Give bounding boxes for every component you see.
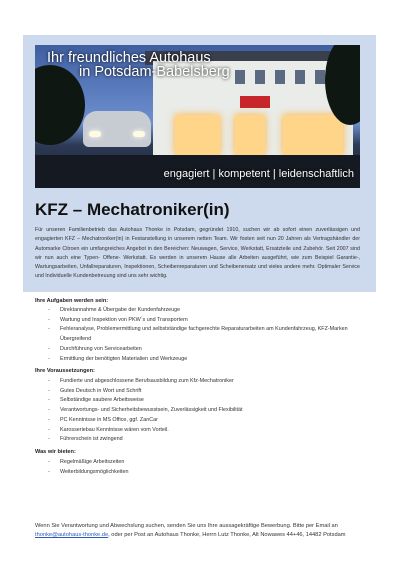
list-item: [35, 387, 360, 397]
tree-silhouette: [35, 65, 85, 145]
job-title: KFZ – Mechatroniker(in): [35, 200, 230, 219]
car: [83, 111, 151, 147]
lit-shop-window: [175, 115, 220, 155]
building-window: [275, 70, 285, 84]
list-item: [35, 355, 360, 365]
bullet: -: [48, 426, 50, 433]
building-window: [235, 70, 245, 84]
list-item-text: Wartung und Inspektion von PKW´s und Transportern: [60, 316, 188, 323]
bullet: -: [48, 326, 50, 333]
building-window: [295, 70, 305, 84]
list-item: [35, 435, 360, 445]
closing-text: Wenn Sie Verantwortung und Abwechslung suchen, senden Sie uns Ihre aussagekräftige Bewerbung. Bitte per Email an: [35, 523, 338, 529]
tasks-heading: Ihre Aufgaben werden sein:: [35, 298, 109, 304]
list-item-text: Fehleranalyse, Problemermittlung und selbstständige fachgerechte Reparaturarbeiten am Kundenfahrzeug, KFZ-Marken Übergreifend: [60, 326, 348, 343]
list-item-text: Karosseriebau Kenntnisse wären vom Vorteil.: [60, 426, 169, 433]
bullet: -: [48, 316, 50, 323]
list-item: [35, 396, 360, 406]
bullet: -: [48, 407, 50, 414]
tasks-list: [35, 306, 360, 364]
citroen-sign: [240, 96, 270, 108]
hero-title-line1: Ihr freundliches Autohaus: [47, 50, 211, 66]
hero-image: [35, 45, 360, 188]
list-item: [35, 458, 360, 468]
list-item-text: Direktannahme & Übergabe der Kundenfahrzeuge: [60, 307, 181, 313]
bullet: -: [48, 436, 50, 443]
list-item: [35, 377, 360, 387]
bullet: -: [48, 378, 50, 384]
building-window: [315, 70, 325, 84]
bullet: -: [48, 307, 50, 313]
list-item: [35, 468, 360, 478]
bullet: -: [48, 387, 50, 394]
lit-shop-window: [283, 115, 343, 155]
offer-list: [35, 458, 360, 477]
list-item-text: Gutes Deutsch in Wort und Schrift: [60, 387, 142, 394]
list-item-text: Durchführung von Servicearbeiten: [60, 345, 142, 352]
requirements-list: [35, 377, 360, 445]
list-item-text: Weiterbildungsmöglichkeiten: [60, 468, 129, 475]
list-item-text: Selbständige saubere Arbeitsweise: [60, 397, 144, 404]
headlight: [133, 131, 145, 137]
list-item-text: Verantwortungs- und Sicherheitsbewusstsein, Zuverlässigkeit und Flexibilität: [60, 407, 243, 414]
building-window: [255, 70, 265, 84]
list-item: [35, 325, 360, 344]
list-item-text: Regelmäßige Arbeitszeiten: [60, 459, 125, 465]
bullet: -: [48, 345, 50, 352]
requirements-heading: Ihre Voraussetzungen:: [35, 368, 95, 374]
list-item: [35, 416, 360, 426]
bullet: -: [48, 397, 50, 404]
list-item-text: PC Kenntnisse in MS Office, ggf. ZanCar: [60, 416, 158, 423]
bullet: -: [48, 459, 50, 465]
hero-tagline: engagiert | kompetent | leidenschaftlich: [163, 168, 354, 180]
list-item: [35, 345, 360, 355]
list-item-text: Fundierte und abgeschlossene Berufsausbildung zum Kfz-Mechatroniker: [60, 378, 234, 384]
offer-heading: Was wir bieten:: [35, 449, 76, 455]
list-item: [35, 406, 360, 416]
bullet: -: [48, 355, 50, 362]
hero-title-line2: in Potsdam-Babelsberg: [79, 64, 230, 80]
list-item-text: Ermittlung der benötigten Materialien und Werkzeuge: [60, 355, 188, 362]
list-item: [35, 316, 360, 326]
list-item: [35, 426, 360, 436]
bullet: -: [48, 468, 50, 475]
closing-paragraph: [35, 522, 363, 541]
closing-address: , oder per Post an Autohaus Thonke, Herrn Lutz Thonke, Alt Nowawes 44+46, 14482 Potsdam: [108, 532, 346, 539]
email-link[interactable]: thonke@autohaus-thonke.de: [35, 532, 109, 539]
list-item: [35, 306, 360, 316]
intro-paragraph: Für unseren Familienbetrieb das Autohaus Thonke in Potsdam, gegründet 1910, suchen wir ab sofort einen zuverlässigen und engagierten KFZ – Mechatroniker(in) in Festanstellung in unserem netten Team. Wir fosten seit nun 20 Jahren als Vertragshändler der Automarke Citroen ein umfangreiches Angebot in den Bereichen: Neuwagen, Service, Werkstatt, Ersatzteile und Zubehör. Seit 2007 sind wir nun auch eine Typen- Offene- Werkstatt. Es werden in unserem Hause alle Arbeiten ausgeführt, wie zum Beispiel Garantie-, Wartungsarbeiten, Unfallreparaturen, Inspektionen, Scheibenreparaturen und Scheibenersatz und vieles andere mehr. Optimaler Service und Individuelle Kundenbetreuung sind uns sehr wichtig.: [35, 227, 360, 280]
lit-shop-window: [235, 115, 265, 155]
bullet: -: [48, 416, 50, 423]
list-item-text: Führerschein ist zwingend: [60, 436, 123, 443]
headlight: [89, 131, 101, 137]
